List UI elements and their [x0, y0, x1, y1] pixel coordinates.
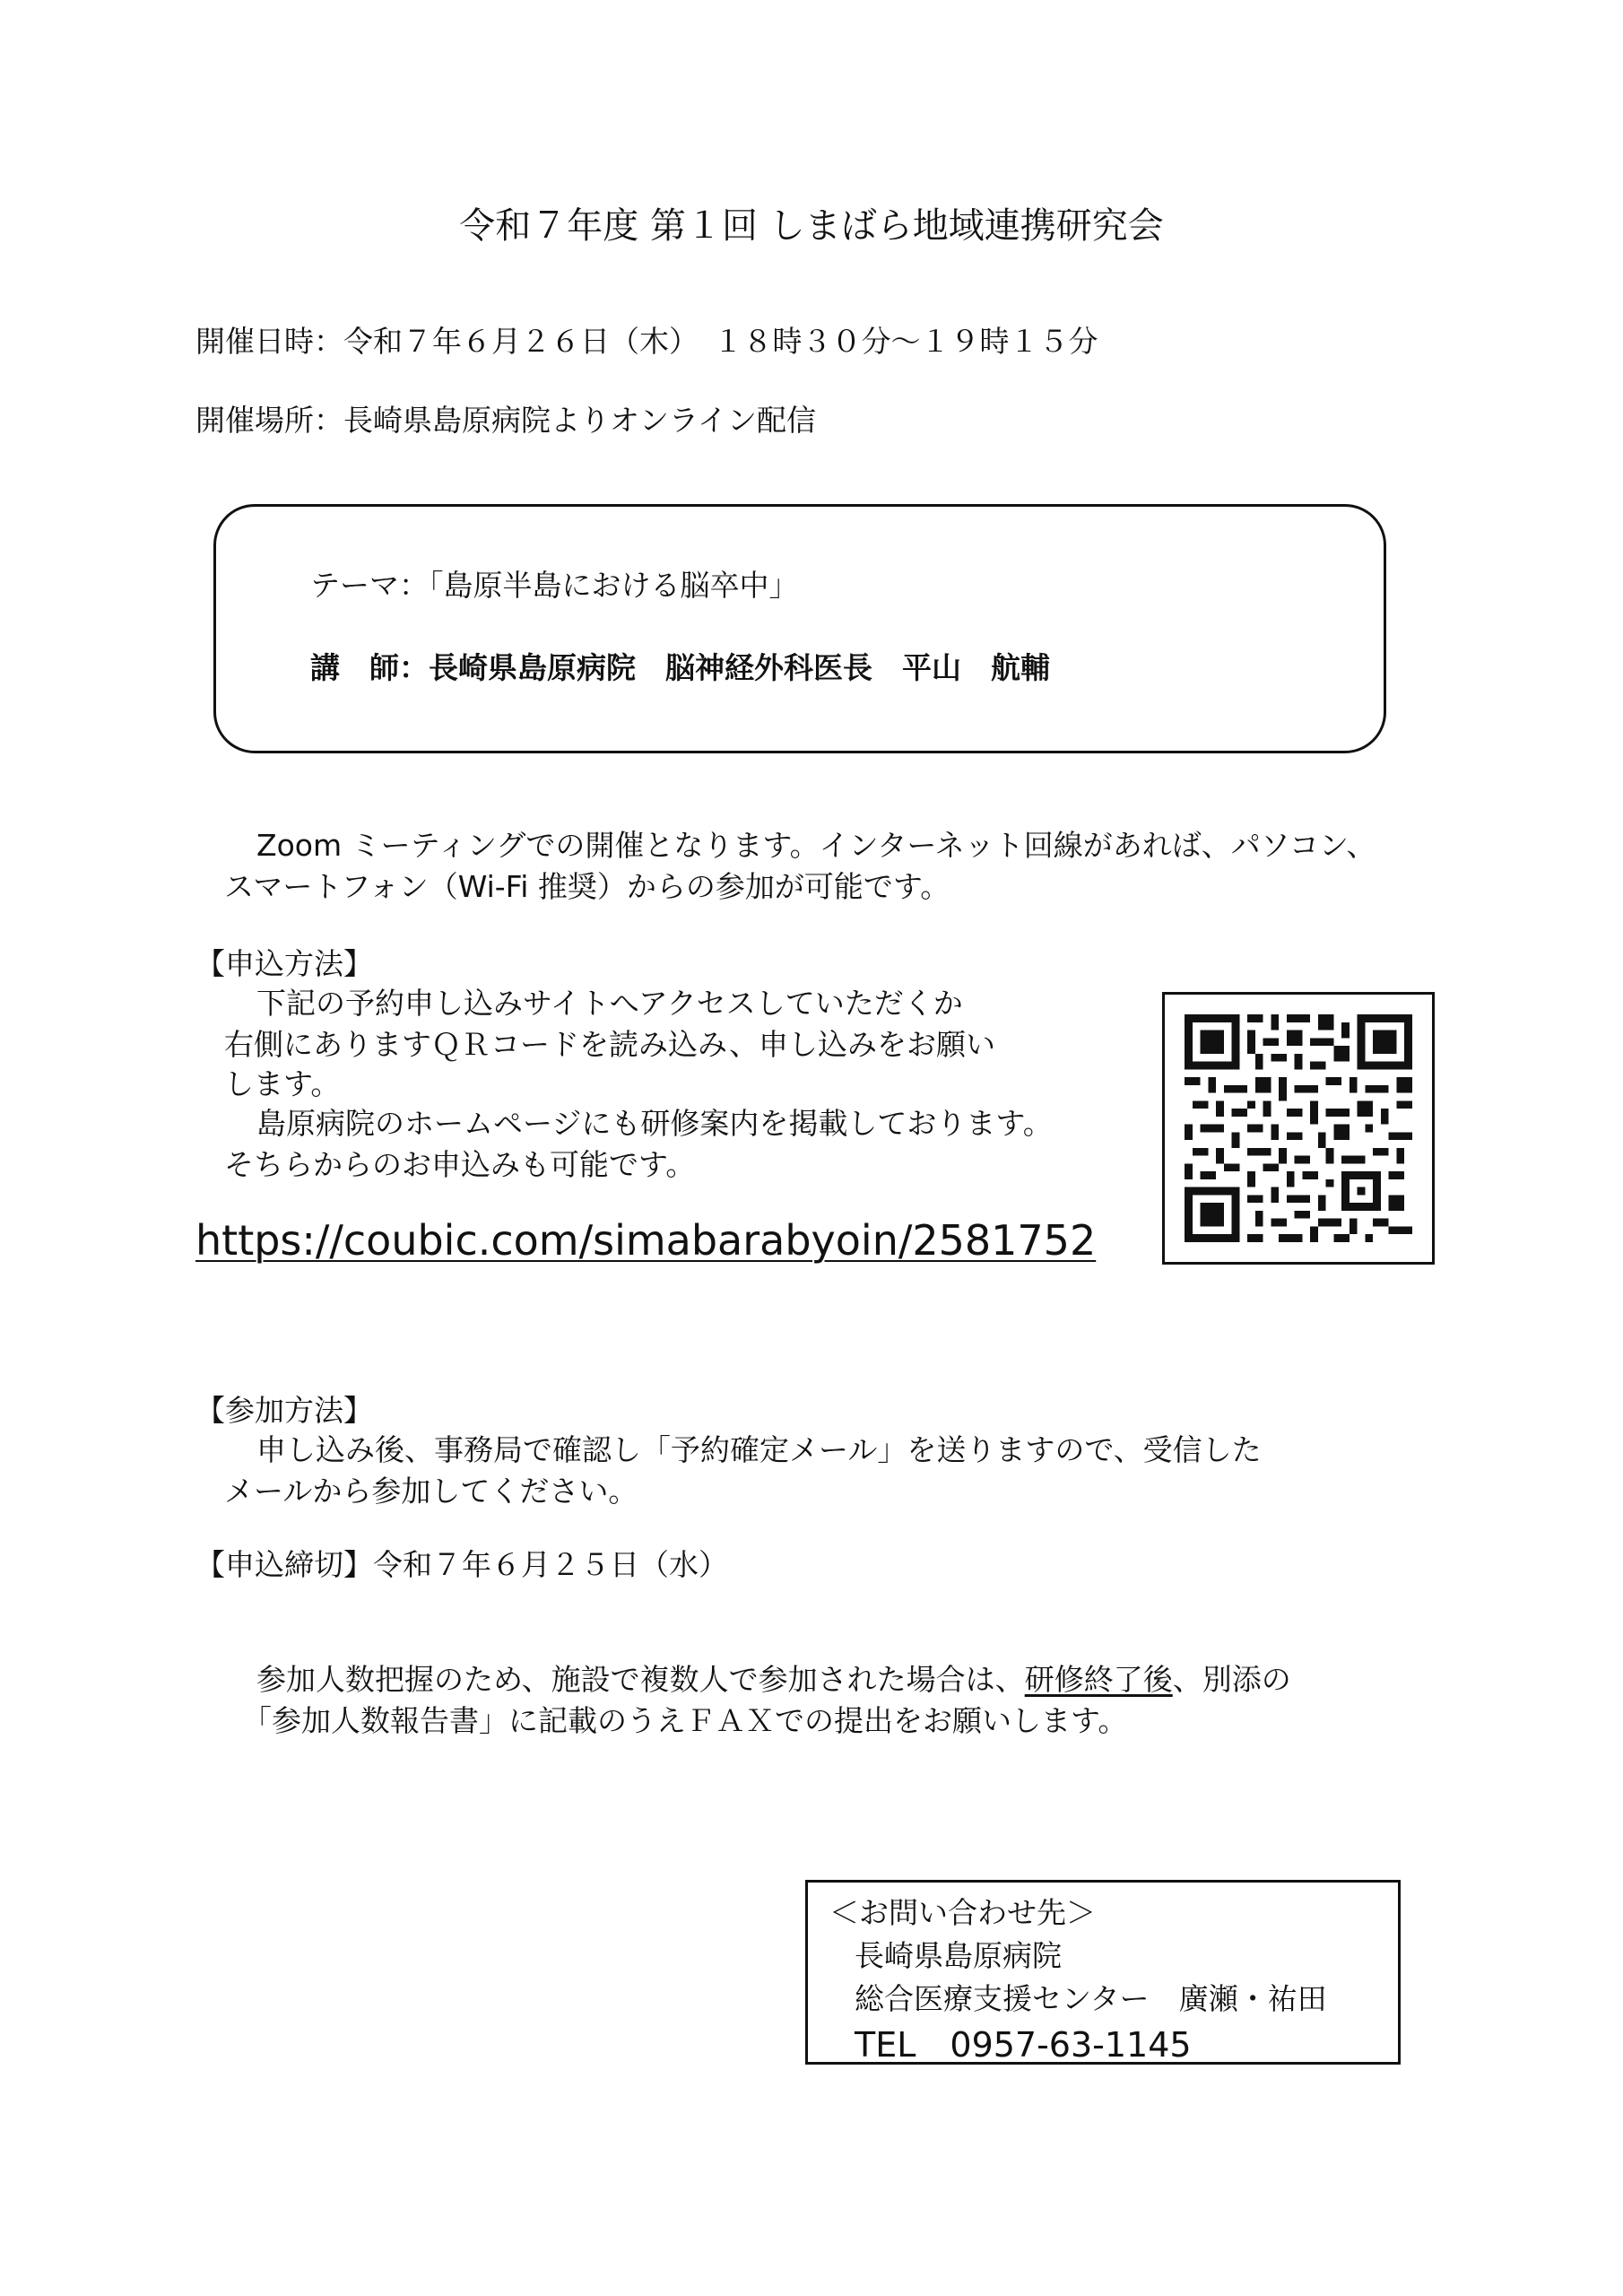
contact-tel: TEL 0957-63-1145: [855, 2025, 1192, 2065]
theme-box: [213, 504, 1386, 753]
contact-heading: ＜お問い合わせ先＞: [829, 1895, 1096, 1930]
contact-org: 長崎県島原病院: [855, 1938, 1062, 1973]
note-line-1-underlined: 研修終了後: [1024, 1662, 1173, 1697]
note-line-1: [256, 1659, 1291, 1700]
note-line-2: 「参加人数報告書」に記載のうえＦＡＸでの提出をお願いします。: [242, 1703, 1128, 1738]
event-venue: 開催場所：長崎県島原病院よりオンライン配信: [195, 403, 817, 438]
page-title: 令和７年度 第１回 しまばら地域連携研究会: [459, 205, 1164, 247]
apply-line-4: 島原病院のホームページにも研修案内を掲載しております。: [256, 1106, 1053, 1141]
event-datetime: 開催日時：令和７年６月２６日（木） １８時３０分～１９時１５分: [195, 324, 1098, 359]
lecturer-text: 講 師：長崎県島原病院 脳神経外科医長 平山 航輔: [310, 650, 1050, 685]
registration-link[interactable]: https://coubic.com/simabarabyoin/2581752: [195, 1216, 1097, 1265]
qr-code-icon: [1185, 1014, 1412, 1242]
apply-line-5: そちらからのお申込みも可能です。: [224, 1147, 696, 1182]
contact-box: [805, 1880, 1401, 2065]
note-line-1-post: 、別添の: [1172, 1662, 1291, 1697]
intro-line-1: Zoom ミーティングでの開催となります。インターネット回線があれば、パソコン、: [256, 828, 1376, 863]
qr-code[interactable]: [1162, 992, 1435, 1265]
apply-line-1: 下記の予約申し込みサイトへアクセスしていただくか: [256, 986, 963, 1021]
intro-line-2: スマートフォン（Wi-Fi 推奨）からの参加が可能です。: [224, 869, 950, 904]
join-heading: 【参加方法】: [195, 1393, 373, 1428]
apply-line-2: 右側にありますＱＲコードを読み込み、申し込みをお願い: [224, 1027, 995, 1062]
note-line-1-pre: 参加人数把握のため、施設で複数人で参加された場合は、: [256, 1662, 1025, 1697]
apply-heading: 【申込方法】: [195, 946, 373, 981]
join-line-1: 申し込み後、事務局で確認し「予約確定メール」を送りますので、受信した: [256, 1432, 1262, 1467]
contact-dept: 総合医療支援センター 廣瀬・祐田: [855, 1981, 1327, 2016]
join-line-2: メールから参加してください。: [224, 1474, 638, 1509]
theme-text: テーマ：「島原半島における脳卒中」: [310, 568, 799, 603]
deadline-text: 【申込締切】令和７年６月２５日（水）: [195, 1547, 728, 1582]
apply-line-3: します。: [224, 1066, 341, 1101]
